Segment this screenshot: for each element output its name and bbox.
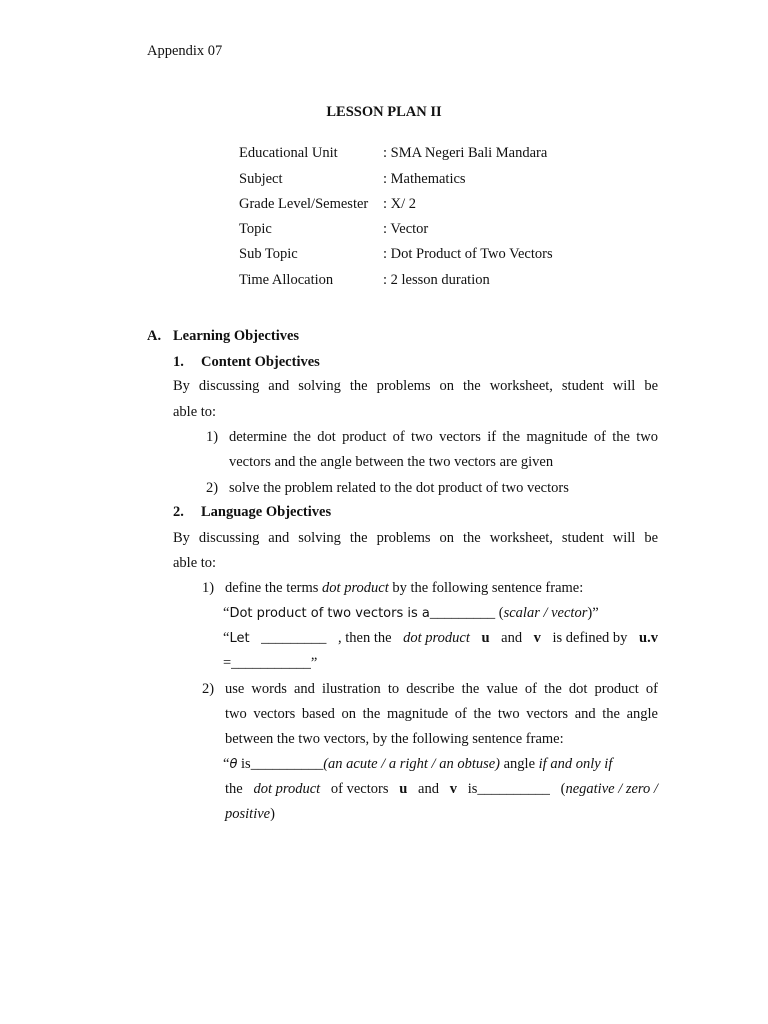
list-number: 2) xyxy=(206,480,219,496)
subsection-number: 2. xyxy=(173,504,184,520)
identity-label: Educational Unit xyxy=(239,145,338,161)
identity-value: : 2 lesson duration xyxy=(383,272,490,288)
identity-label: Subject xyxy=(239,171,283,187)
list-number: 1) xyxy=(202,580,215,596)
list-item-text: solve the problem related to the dot product of two vectors xyxy=(229,480,569,496)
list-item-text: between the two vectors, by the following sentence frame: xyxy=(225,731,564,747)
sentence-frame: “Let _________ , then the dot product u and v is defined by u.v xyxy=(223,630,658,646)
identity-label: Topic xyxy=(239,221,272,237)
identity-value: : Mathematics xyxy=(383,171,466,187)
list-item-text: use words and ilustration to describe the value of the dot product of xyxy=(225,681,658,697)
identity-label: Time Allocation xyxy=(239,272,334,288)
list-item-text: two vectors based on the magnitude of the two vectors and the angle xyxy=(225,706,658,722)
subsection-heading: Language Objectives xyxy=(201,504,332,520)
list-item-text: determine the dot product of two vectors if the magnitude of the two xyxy=(229,429,658,445)
section-heading: Learning Objectives xyxy=(173,328,300,344)
sentence-frame: “θ is__________(an acute / a right / an obtuse) angle if and only if xyxy=(223,756,613,772)
subsection-heading: Content Objectives xyxy=(201,354,320,370)
content-intro-line: By discussing and solving the problems on the worksheet, student will be xyxy=(173,378,658,394)
sentence-frame-continued: =___________” xyxy=(223,655,318,671)
identity-label: Sub Topic xyxy=(239,246,298,262)
page-title: LESSON PLAN II xyxy=(326,104,442,120)
list-item-text: define the terms dot product by the following sentence frame: xyxy=(225,580,584,596)
language-intro-line: able to: xyxy=(173,555,217,571)
sentence-frame: “Dot product of two vectors is a_________ (scalar / vector)” xyxy=(223,605,599,621)
identity-value: : X/ 2 xyxy=(383,196,417,212)
list-number: 1) xyxy=(206,429,219,445)
language-intro-line: By discussing and solving the problems on the worksheet, student will be xyxy=(173,530,658,546)
section-marker: A. xyxy=(147,328,162,344)
sentence-frame: the dot product of vectors u and v is__________ (negative / zero / xyxy=(225,781,658,797)
sentence-frame-continued: positive) xyxy=(225,806,275,822)
subsection-number: 1. xyxy=(173,354,184,370)
list-number: 2) xyxy=(202,681,215,697)
appendix-label: Appendix 07 xyxy=(147,43,223,59)
identity-label: Grade Level/Semester xyxy=(239,196,369,212)
list-item-text: vectors and the angle between the two vectors are given xyxy=(229,454,554,470)
content-intro-line: able to: xyxy=(173,404,217,420)
identity-value: : SMA Negeri Bali Mandara xyxy=(383,145,548,161)
identity-value: : Vector xyxy=(383,221,429,237)
identity-value: : Dot Product of Two Vectors xyxy=(383,246,553,262)
